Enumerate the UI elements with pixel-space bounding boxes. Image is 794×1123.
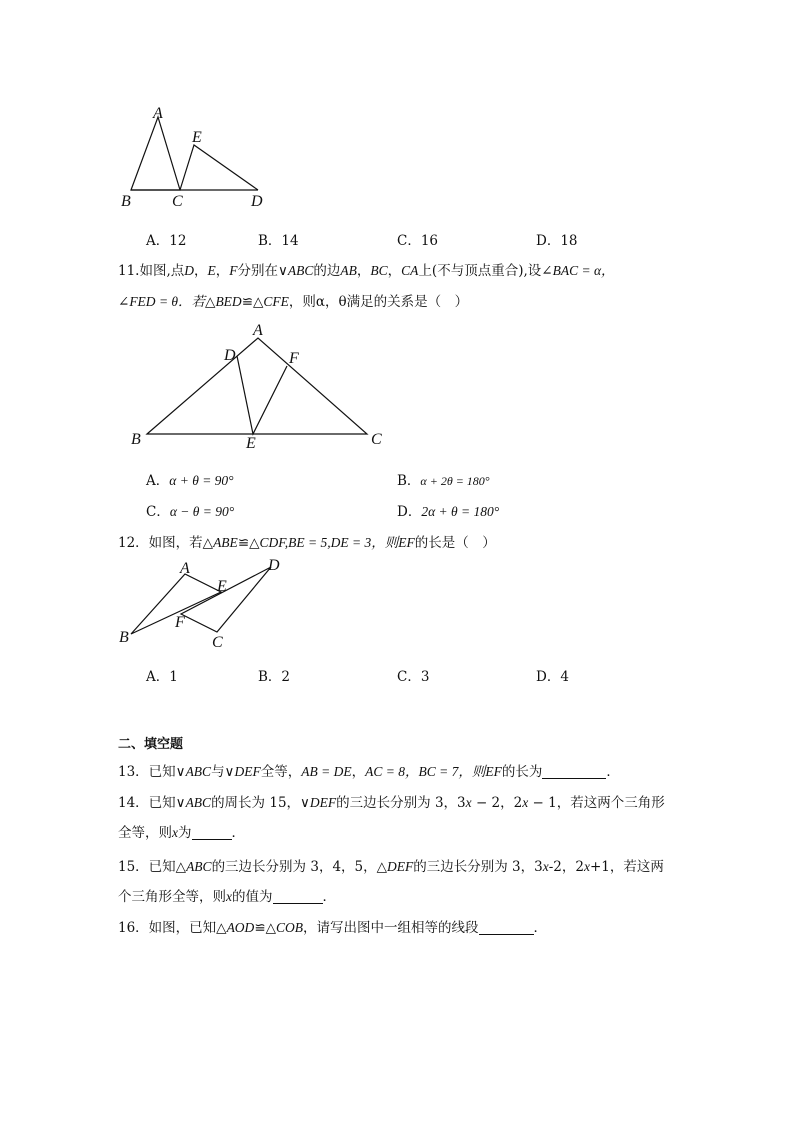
- triangle-ecd: [180, 145, 258, 190]
- triangle-abc: [131, 117, 180, 190]
- section-heading: 二、填空题: [118, 737, 184, 752]
- label-a: A: [253, 322, 263, 339]
- label-f: F: [175, 614, 185, 631]
- q15-line2: 个三角形全等，则x的值为 ．: [118, 889, 336, 905]
- label-e: E: [246, 435, 256, 450]
- q14-line2: 全等，则x为 ．: [118, 825, 245, 841]
- q13: 13．已知∨ABC与∨DEF全等，AB = DE，AC = 8，BC = 7，则EF的长为 ．: [118, 764, 620, 780]
- label-d: D: [251, 193, 263, 210]
- figure-q11: [125, 322, 390, 450]
- label-c: C: [212, 634, 223, 651]
- label-c: C: [371, 431, 382, 448]
- q11-option-c[interactable]: C．α − θ = 90°: [146, 504, 235, 520]
- q11-option-d[interactable]: D．2α + θ = 180°: [397, 504, 500, 520]
- label-d: D: [224, 347, 236, 364]
- figure-q10: [110, 100, 280, 215]
- q12-stem: 12．如图，若△ABE≌△CDF,BE = 5,DE = 3，则EF的长是（ ）: [118, 535, 496, 551]
- q12-option-b[interactable]: B．2: [258, 669, 291, 685]
- q15-line1: 15．已知△ABC的三边长分别为 3，4，5，△DEF的三边长分别为 3，3x-2，2x+1，若这两: [118, 859, 664, 875]
- label-a: A: [180, 560, 190, 577]
- q12-option-d[interactable]: D．4: [536, 669, 569, 685]
- q16: 16．如图，已知△AOD≌△COB，请写出图中一组相等的线段 ．: [118, 920, 548, 936]
- q10-option-d[interactable]: D．18: [536, 233, 578, 249]
- q11-stem-line2: ∠FED = θ．若△BED≌△CFE，则α，θ满足的关系是（ ）: [118, 294, 469, 310]
- q10-option-b[interactable]: B．14: [258, 233, 299, 249]
- label-b: B: [131, 431, 141, 448]
- q16-answer-blank[interactable]: [479, 920, 534, 935]
- q12-option-c[interactable]: C．3: [397, 669, 430, 685]
- triangle-abc: [147, 338, 367, 434]
- q11-stem-line1: 11.如图,点D，E，F分别在∨ABC的边AB，BC，CA上(不与顶点重合),设∠BAC = α，: [118, 263, 615, 279]
- label-f: F: [289, 350, 299, 367]
- q14-line1: 14．已知∨ABC的周长为 15，∨DEF的三边长分别为 3，3x − 2，2x − 1，若这两个三角形: [118, 795, 665, 811]
- q11-option-a[interactable]: A．α + θ = 90°: [146, 473, 234, 489]
- triangle-cdf: [181, 567, 271, 632]
- q11-option-b[interactable]: B．α + 2θ = 180°: [397, 473, 490, 489]
- q12-option-a[interactable]: A．1: [146, 669, 178, 685]
- q10-option-a[interactable]: A．12: [146, 233, 187, 249]
- q15-answer-blank[interactable]: [273, 889, 323, 904]
- label-e: E: [192, 129, 202, 146]
- triangle-def: [237, 356, 287, 434]
- q13-answer-blank[interactable]: [542, 764, 606, 779]
- label-b: B: [119, 629, 129, 646]
- q10-option-c[interactable]: C．16: [397, 233, 439, 249]
- q14-answer-blank[interactable]: [192, 825, 232, 840]
- label-d: D: [268, 557, 280, 574]
- label-a: A: [153, 105, 163, 122]
- figure-q12: [116, 556, 286, 652]
- label-c: C: [172, 193, 183, 210]
- label-b: B: [121, 193, 131, 210]
- label-e: E: [217, 578, 227, 595]
